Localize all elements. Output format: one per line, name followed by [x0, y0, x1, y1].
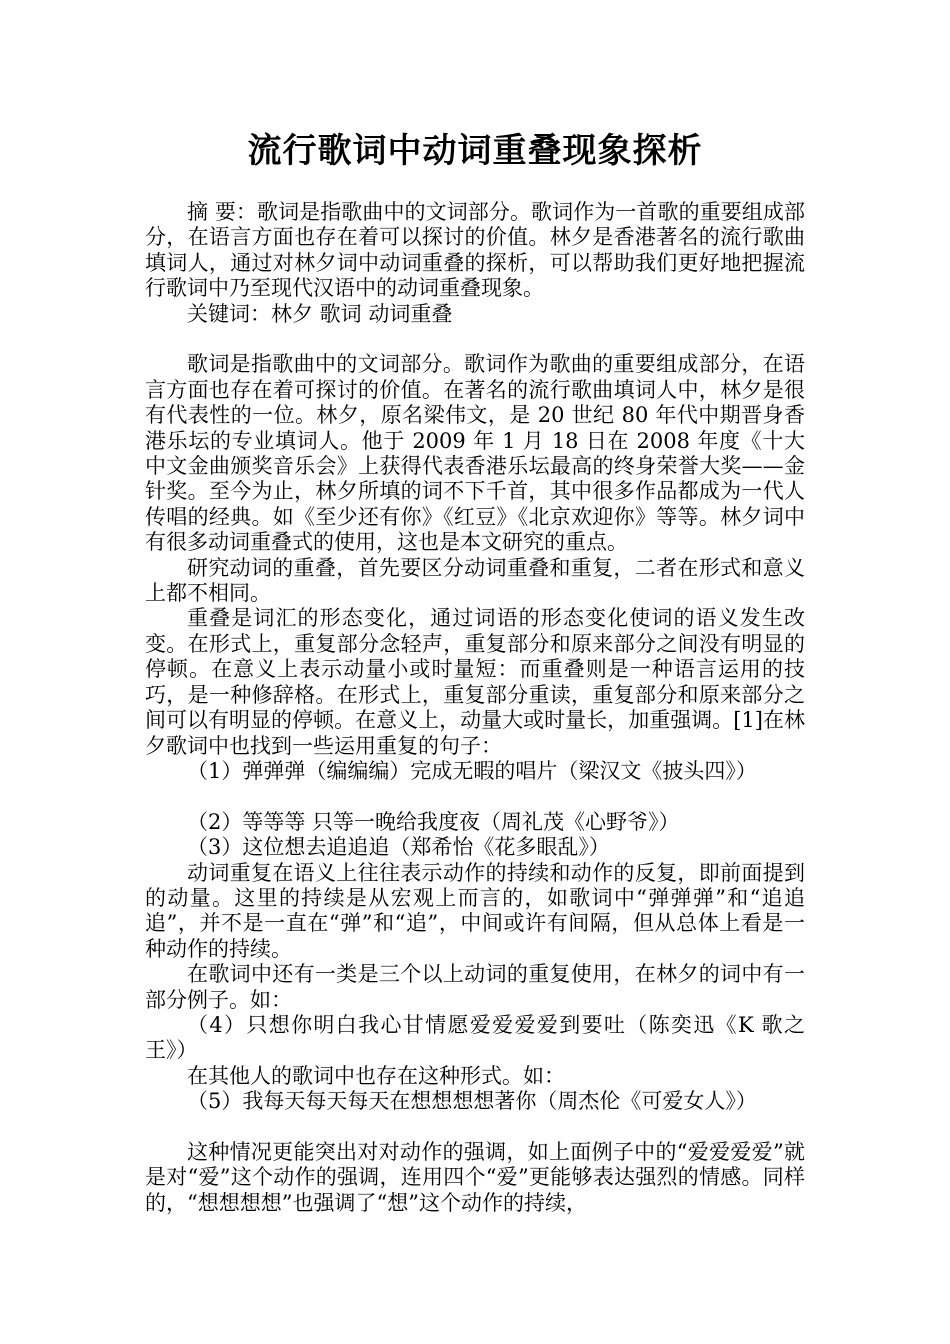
body-paragraph: 歌词是指歌曲中的文词部分。歌词作为歌曲的重要组成部分，在语言方面也存在着可探讨的价值。在著名的流行歌曲填词人中，林夕是很有代表性的一位。林夕，原名梁伟文，是 20 世纪 80 年代中期晋身香港乐坛的专业填词人。他于 2009 年 1 月 18 日在 2008 年度《十大中文金曲颁奖音乐会》上获得代表香港乐坛最高的终身荣誉大奖——金针奖。至今为止，林夕所填的词不下千首，其中很多作品都成为一代人传唱的经典。如《至少还有你》《红豆》《北京欢迎你》等等。林夕词中有很多动词重叠式的使用，这也是本文研究的重点。: [145, 352, 805, 555]
body-paragraph: 这种情况更能突出对对动作的强调，如上面例子中的“爱爱爱爱”就是对“爱”这个动作的强调，连用四个“爱”更能够表达强烈的情感。同样的，“想想想想”也强调了“想”这个动作的持续，: [145, 1139, 805, 1215]
body-paragraph: 动词重复在语义上往往表示动作的持续和动作的反复，即前面提到的动量。这里的持续是从宏观上而言的，如歌词中“弹弹弹”和“追追追”，并不是一直在“弹”和“追”，中间或许有间隔，但从总体上看是一种动作的持续。: [145, 860, 805, 961]
body-paragraph: 研究动词的重叠，首先要区分动词重叠和重复，二者在形式和意义上都不相同。: [145, 555, 805, 606]
blank-line: [145, 784, 805, 809]
page-title: 流行歌词中动词重叠现象探析: [247, 131, 703, 171]
example-line: （1）弹弹弹（编编编）完成无暇的唱片（梁汉文《披头四》）: [187, 758, 757, 783]
blank-line: [145, 1115, 805, 1140]
keywords-line: 关键词：林夕 歌词 动词重叠: [187, 301, 453, 326]
body-paragraph: 在歌词中还有一类是三个以上动词的重复使用，在林夕的词中有一部分例子。如：: [145, 962, 805, 1012]
example-line: （4）只想你明白我心甘情愿爱爱爱爱到要吐（陈奕迅《K 歌之王》）: [145, 1012, 805, 1063]
blank-line: [145, 327, 805, 352]
body-paragraph: 重叠是词汇的形态变化，通过词语的形态变化使词的语义发生改变。在形式上，重复部分念轻声，重复部分和原来部分之间没有明显的停顿。在意义上表示动量小或时量短：而重叠则是一种语言运用的技巧，是一种修辞格。在形式上，重复部分重读，重复部分和原来部分之间可以有明显的停顿。在意义上，动量大或时量长，加重强调。[1]在林夕歌词中也找到一些运用重复的句子：: [145, 606, 805, 758]
body-paragraph: 在其他人的歌词中也存在这种形式。如：: [187, 1063, 565, 1088]
document-page: [145, 128, 805, 1216]
example-line: （3）这位想去追追追（郑希怡《花多眼乱》）: [187, 835, 610, 860]
abstract-paragraph: 摘 要：歌词是指歌曲中的文词部分。歌词作为一首歌的重要组成部分，在语言方面也存在着可以探讨的价值。林夕是香港著名的流行歌曲填词人，通过对林夕词中动词重叠的探析，可以帮助我们更好地把握流行歌词中乃至现代汉语中的动词重叠现象。: [145, 200, 805, 301]
example-line: （5）我每天每天每天在想想想想著你（周杰伦《可爱女人》）: [187, 1089, 757, 1114]
example-line: （2）等等等 只等一晚给我度夜（周礼茂《心野爷》）: [187, 809, 680, 834]
